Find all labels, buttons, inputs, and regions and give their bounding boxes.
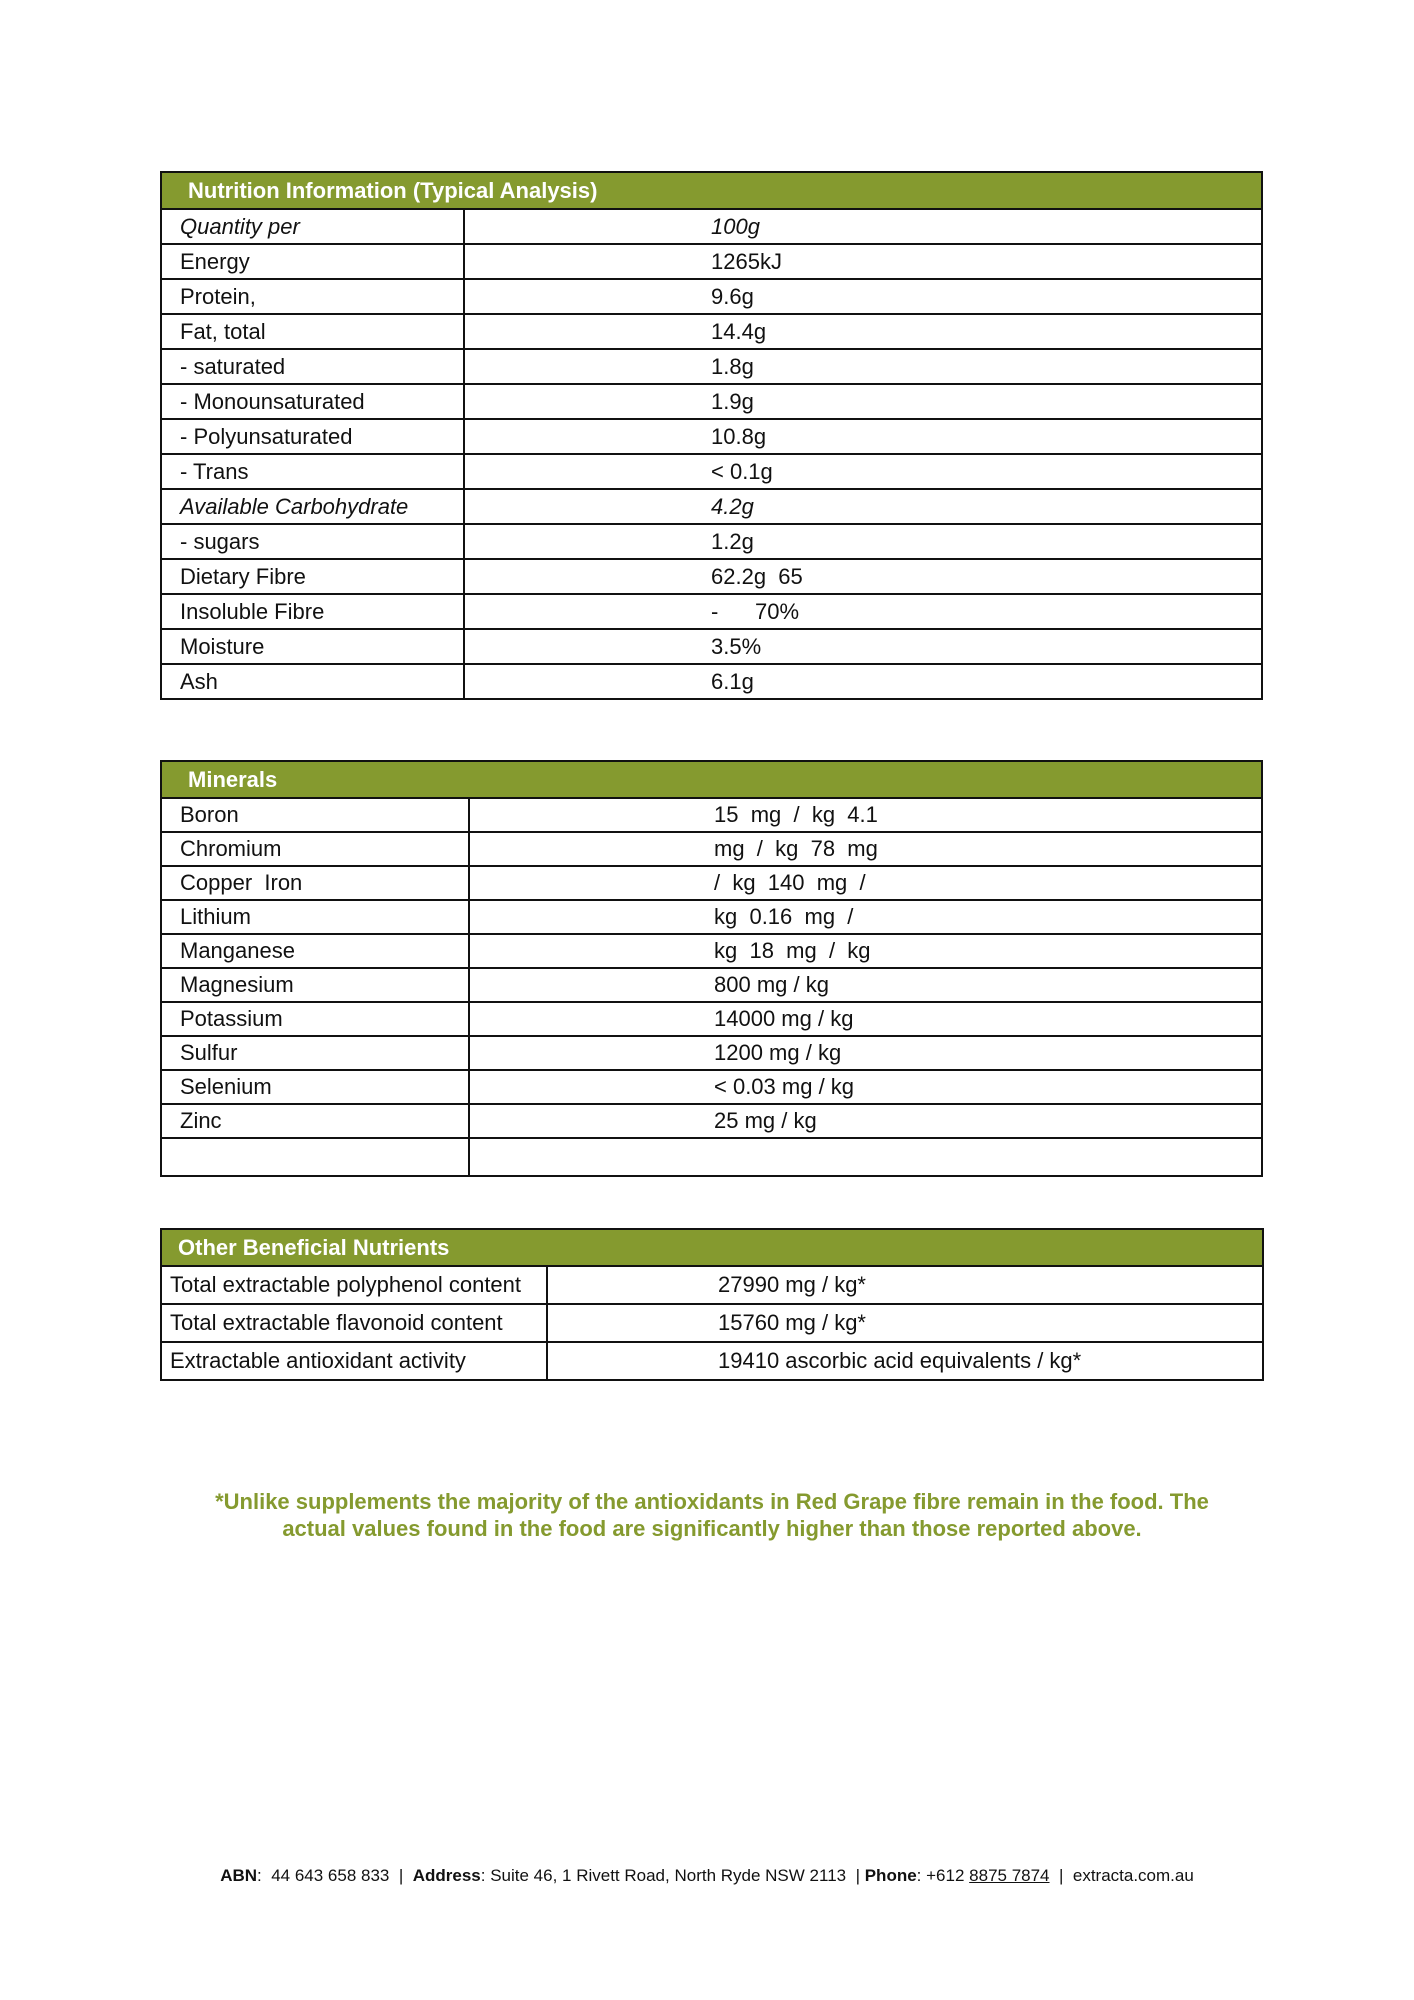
row-value: kg 18 mg / kg xyxy=(469,934,1262,968)
table-row xyxy=(161,454,1262,489)
row-value: 15 mg / kg 4.1 xyxy=(469,798,1262,832)
row-value: 6.1g xyxy=(464,664,1262,699)
row-value: 100g xyxy=(464,209,1262,244)
other-nutrients-table xyxy=(160,1228,1264,1381)
footnote-line-1: *Unlike supplements the majority of the antioxidants in Red Grape fibre remain in the food. The xyxy=(215,1489,1209,1514)
row-label: Extractable antioxidant activity xyxy=(161,1342,547,1380)
row-value: 14000 mg / kg xyxy=(469,1002,1262,1036)
row-value: 10.8g xyxy=(464,419,1262,454)
table-row xyxy=(161,349,1262,384)
table-row xyxy=(161,832,1262,866)
minerals-table xyxy=(160,760,1263,1177)
row-value: 19410 ascorbic acid equivalents / kg* xyxy=(547,1342,1263,1380)
row-label: Moisture xyxy=(161,629,464,664)
table-row xyxy=(161,968,1262,1002)
minerals-header-row xyxy=(161,761,1262,798)
row-value: 15760 mg / kg* xyxy=(547,1304,1263,1342)
row-value: 1265kJ xyxy=(464,244,1262,279)
row-value: 1.2g xyxy=(464,524,1262,559)
table-row xyxy=(161,384,1262,419)
table-row xyxy=(161,419,1262,454)
table-row xyxy=(161,1104,1262,1138)
row-label: Potassium xyxy=(161,1002,469,1036)
row-label: Dietary Fibre xyxy=(161,559,464,594)
phone-label: Phone xyxy=(864,1866,917,1885)
row-value: / kg 140 mg / xyxy=(469,866,1262,900)
other-header-row xyxy=(161,1229,1263,1266)
row-label: - Polyunsaturated xyxy=(161,419,464,454)
row-label: Quantity per xyxy=(161,209,464,244)
table-row xyxy=(161,1002,1262,1036)
table-row xyxy=(161,866,1262,900)
row-label: - sugars xyxy=(161,524,464,559)
row-value: < 0.03 mg / kg xyxy=(469,1070,1262,1104)
table-row xyxy=(161,314,1262,349)
row-label: - Trans xyxy=(161,454,464,489)
row-label: Ash xyxy=(161,664,464,699)
row-value: 3.5% xyxy=(464,629,1262,664)
footnote-line-2: actual values found in the food are significantly higher than those reported above. xyxy=(282,1516,1142,1541)
row-label: Available Carbohydrate xyxy=(161,489,464,524)
row-label: Insoluble Fibre xyxy=(161,594,464,629)
table-row xyxy=(161,594,1262,629)
address-label: Address xyxy=(412,1866,481,1885)
phone-link[interactable]: 8875 7874 xyxy=(969,1866,1050,1885)
row-label: - Monounsaturated xyxy=(161,384,464,419)
row-label: - saturated xyxy=(161,349,464,384)
table-row xyxy=(161,209,1262,244)
table-row xyxy=(161,1304,1263,1342)
table-row xyxy=(161,664,1262,699)
footer-separator: | xyxy=(855,1866,860,1885)
phone-prefix: +612 xyxy=(926,1866,965,1885)
row-label: Magnesium xyxy=(161,968,469,1002)
table-row xyxy=(161,1342,1263,1380)
table-row xyxy=(161,244,1262,279)
row-label: Total extractable flavonoid content xyxy=(161,1304,547,1342)
row-value xyxy=(469,1138,1262,1176)
table-row xyxy=(161,1070,1262,1104)
table-row xyxy=(161,559,1262,594)
table-row xyxy=(161,934,1262,968)
footer-separator: | xyxy=(398,1866,404,1885)
row-value: < 0.1g xyxy=(464,454,1262,489)
table-row xyxy=(161,489,1262,524)
row-label: Selenium xyxy=(161,1070,469,1104)
row-label: Energy xyxy=(161,244,464,279)
row-label: Copper Iron xyxy=(161,866,469,900)
row-value: 14.4g xyxy=(464,314,1262,349)
row-value: kg 0.16 mg / xyxy=(469,900,1262,934)
row-value: 27990 mg / kg* xyxy=(547,1266,1263,1304)
nutrition-title: Nutrition Information (Typical Analysis) xyxy=(161,172,1262,209)
table-row xyxy=(161,900,1262,934)
table-row xyxy=(161,1036,1262,1070)
row-value: 800 mg / kg xyxy=(469,968,1262,1002)
row-label: Boron xyxy=(161,798,469,832)
minerals-title: Minerals xyxy=(161,761,1262,798)
row-value: - 70% xyxy=(464,594,1262,629)
row-label: Sulfur xyxy=(161,1036,469,1070)
row-label: Zinc xyxy=(161,1104,469,1138)
row-value: 1.8g xyxy=(464,349,1262,384)
page-footer: ABN: 44 643 658 833 | Address: Suite 46, 1 Rivett Road, North Ryde NSW 2113 | Phone: +612 8875 7874 | extracta.com.au xyxy=(220,1866,1194,1885)
row-value: 25 mg / kg xyxy=(469,1104,1262,1138)
row-label xyxy=(161,1138,469,1176)
abn-value: 44 643 658 833 xyxy=(271,1866,390,1885)
row-value: mg / kg 78 mg xyxy=(469,832,1262,866)
table-row xyxy=(161,1266,1263,1304)
table-row xyxy=(161,629,1262,664)
footer-separator: | xyxy=(1058,1866,1064,1885)
nutrition-header-row xyxy=(161,172,1262,209)
website-link[interactable]: extracta.com.au xyxy=(1072,1866,1194,1885)
row-value: 9.6g xyxy=(464,279,1262,314)
row-label: Total extractable polyphenol content xyxy=(161,1266,547,1304)
table-row xyxy=(161,1138,1262,1176)
address-value: Suite 46, 1 Rivett Road, North Ryde NSW 2113 xyxy=(490,1866,847,1885)
abn-label: ABN xyxy=(220,1866,258,1885)
other-title: Other Beneficial Nutrients xyxy=(161,1229,1263,1266)
row-value: 4.2g xyxy=(464,489,1262,524)
row-value: 1200 mg / kg xyxy=(469,1036,1262,1070)
antioxidant-footnote xyxy=(160,1488,1264,1542)
row-label: Chromium xyxy=(161,832,469,866)
row-value: 62.2g 65 xyxy=(464,559,1262,594)
row-value: 1.9g xyxy=(464,384,1262,419)
nutrition-table xyxy=(160,171,1263,700)
row-label: Manganese xyxy=(161,934,469,968)
row-label: Protein, xyxy=(161,279,464,314)
row-label: Fat, total xyxy=(161,314,464,349)
table-row xyxy=(161,524,1262,559)
table-row xyxy=(161,798,1262,832)
table-row xyxy=(161,279,1262,314)
row-label: Lithium xyxy=(161,900,469,934)
